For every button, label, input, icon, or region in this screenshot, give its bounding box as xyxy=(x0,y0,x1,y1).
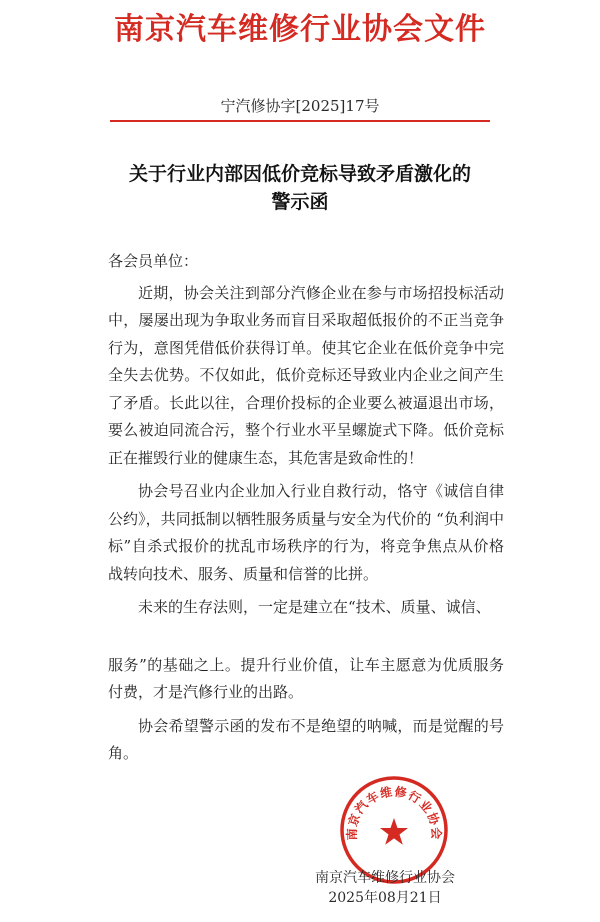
signature-date: 2025年08月21日 xyxy=(328,890,442,906)
body-paragraph-5: 协会希望警示函的发布不是绝望的呐喊，而是觉醒的号角。 xyxy=(108,716,504,762)
document-title xyxy=(0,160,600,216)
red-divider-line xyxy=(110,120,490,122)
body-paragraph-3: 未来的生存法则，一定是建立在“技术、质量、诚信、 xyxy=(138,598,491,616)
title-line-2: 警示函 xyxy=(271,191,329,213)
title-line-1: 关于行业内部因低价竞标导致矛盾激化的 xyxy=(128,163,471,185)
body-paragraph-4: 服务”的基础之上。提升行业价值，让车主愿意为优质服务付费，才是汽修行业的出路。 xyxy=(108,655,504,701)
body-paragraph-2: 协会号召业内企业加入行业自救行动，恪守《诚信自律公约》，共同抵制以牺牲服务质量与安全为代价的 “负利润中标”自杀式报价的扰乱市场秩序的行为，将竞争焦点从价格战转向技术、服务、质量和信誉的比拼。 xyxy=(108,482,504,583)
document-number: 宁汽修协字[2025]17号 xyxy=(220,97,380,115)
seal-star-icon xyxy=(380,818,408,845)
body-paragraph-1: 近期，协会关注到部分汽修企业在参与市场招投标活动中，屡屡出现为争取业务而盲目采取超低报价的不正当竞争行为，意图凭借低价获得订单。使其它企业在低价竞争中完全失去优势。不仅如此，低价竞标还导致业内企业之间产生了矛盾。长此以往，合理价投标的企业要么被逼退出市场，要么被迫同流合污，整个行业水平呈螺旋式下降。低价竞标正在摧毁行业的健康生态，其危害是致命性的！ xyxy=(108,283,504,467)
salutation: 各会员单位： xyxy=(108,252,199,270)
signature-org: 南京汽车维修行业协会 xyxy=(315,870,455,886)
document-body xyxy=(108,248,504,768)
seal-text: 南京汽车维修行业协会 xyxy=(344,784,444,841)
document-masthead: 南京汽车维修行业协会文件 xyxy=(114,12,486,47)
signature-block xyxy=(290,868,480,908)
